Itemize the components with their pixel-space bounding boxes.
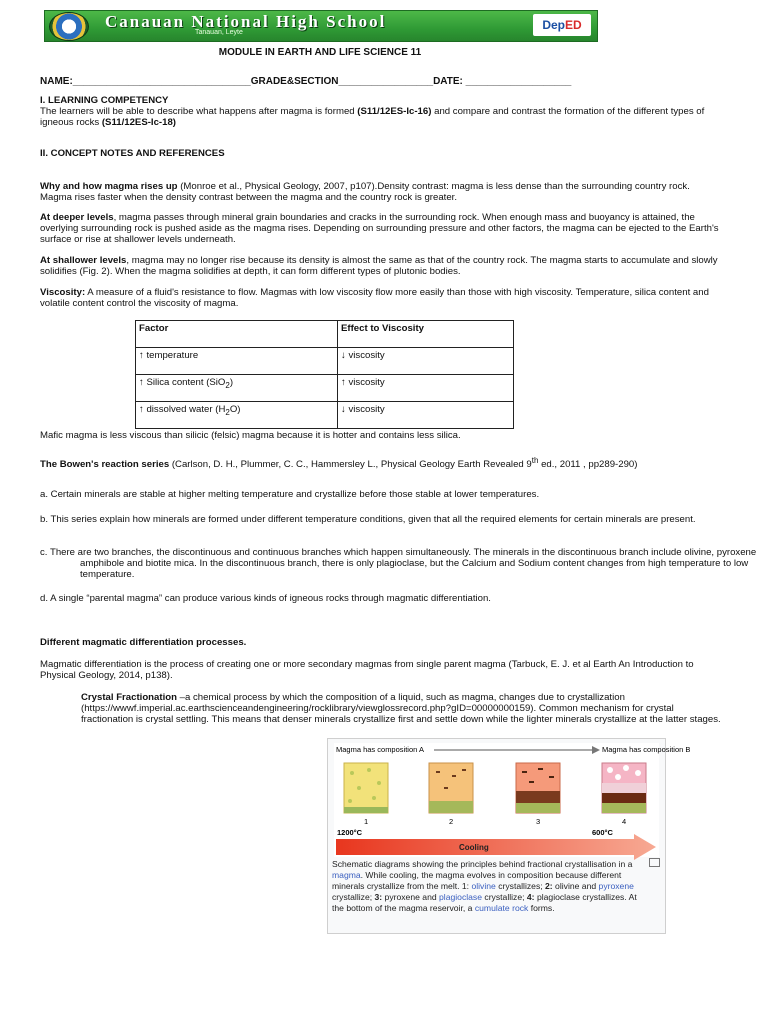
crystal-fractionation-paragraph: Crystal Fractionation –a chemical process by which the composition of a liquid, such as magma, changes due to crystallization (https://wwwf.imperial.ac.earthscienceandengineering/rocklibrary/viewglossrecord.php?gID=00000000159). Common mechanism for crystal fractionation is crystal settling. This means that denser minerals crystallize first and settle down while the lighter minerals crystallize at the latter stages.: [81, 692, 721, 725]
table-header-factor: Factor: [136, 321, 338, 348]
cooling-arrow-icon: [336, 834, 656, 860]
bowen-point-b: b. This series explain how minerals are formed under different temperature conditions, given that all the required elements for certain minerals are present.: [40, 514, 696, 525]
table-row: [136, 375, 514, 402]
fractional-crystallization-figure: [327, 738, 691, 934]
magma-rises-paragraph: Why and how magma rises up (Monroe et al., Physical Geology, 2007, p107).Density contrast: magma is less dense than the surrounding country rock. Magma rises faster when the density contrast between the magma and the country rock is greater.: [40, 181, 690, 203]
deped-logo: DepED: [533, 14, 591, 36]
label-composition-a: Magma has composition A: [336, 745, 424, 754]
learning-competency-text: The learners will be able to describe what happens after magma is formed (S11/12ES-Ic-16) and compare and contrast the formation of the different types of igneous rocks (S11/12ES-Ic-18): [40, 106, 705, 128]
temp-end-label: 600°C: [592, 828, 613, 837]
viscosity-table: [135, 320, 514, 429]
table-cell-effect: ↑ viscosity: [338, 375, 514, 402]
plagioclase-link[interactable]: plagioclase: [439, 892, 483, 902]
viscosity-paragraph: Viscosity: A measure of a fluid's resistance to flow. Magmas with low viscosity flow more easily than those with high viscosity. Temperature, silica content and volatile content control the viscosity of magma.: [40, 287, 709, 309]
table-cell-effect: ↓ viscosity: [338, 402, 514, 429]
table-cell-factor: ↑ Silica content (SiO$_2$): [136, 375, 338, 402]
temp-start-label: 1200°C: [337, 828, 363, 837]
school-name: Canauan National High School: [105, 12, 387, 31]
table-row: [136, 348, 514, 375]
deeper-levels-paragraph: At deeper levels, magma passes through mineral grain boundaries and cracks in the surrounding rock. When enough mass and buoyancy is attained, the overlying surrounding rock is pushed aside as the magma rises. Depending on surrounding pressure and other factors, the magma can be ejected to the Earth's surface or rise at shallower levels underneath.: [40, 212, 719, 245]
figure-caption: Schematic diagrams showing the principles behind fractional crystallisation in a magma. While cooling, the magma evolves in composition because different minerals crystallize from the melt. 1: olivine crystallizes; 2: olivine and pyroxene crystallize; 3: pyroxene and plagioclase crystallize; 4: plagioclase crystallizes. At the bottom of the magma reservoir, a cumulate rock forms.: [332, 859, 637, 913]
school-seal-icon: [49, 12, 89, 41]
bowen-series-paragraph: The Bowen's reaction series (Carlson, D. H., Plummer, C. C., Hammersley L., Physical Geology Earth Revealed 9th ed., 2011 , pp289-290): [40, 456, 638, 471]
stage-4-label: 4: [622, 817, 627, 826]
cooling-label: Cooling: [459, 843, 489, 852]
stage-2-label: 2: [449, 817, 454, 826]
stage-2-panel: [429, 763, 473, 813]
pyroxene-link[interactable]: pyroxene: [598, 881, 634, 891]
olivine-link[interactable]: olivine: [471, 881, 496, 891]
table-cell-factor: ↑ temperature: [136, 348, 338, 375]
module-title: MODULE IN EARTH AND LIFE SCIENCE 11: [218, 47, 422, 58]
school-banner: [44, 10, 598, 42]
shallower-levels-paragraph: At shallower levels, magma may no longer rise because its density is almost the same as that of the country rock. The magma starts to accumulate and slowly solidifies (Fig. 2). When the magma solidifies at depth, it can form different types of plutonic bodies.: [40, 255, 718, 277]
table-cell-effect: ↓ viscosity: [338, 348, 514, 375]
bowen-point-d: d. A single “parental magma” can produce various kinds of igneous rocks through magmatic differentiation.: [40, 593, 491, 604]
mafic-magma-note: Mafic magma is less viscous than silicic (felsic) magma because it is hotter and contains less silica.: [40, 430, 461, 441]
stage-3-label: 3: [536, 817, 541, 826]
differentiation-heading: Different magmatic differentiation processes.: [40, 637, 247, 648]
crystallization-diagram: [334, 743, 691, 857]
cumulate-rock-link[interactable]: cumulate rock: [474, 903, 529, 913]
student-info-line: NAME:________________________________GRADE&SECTION_________________DATE: ___________________: [40, 76, 572, 87]
table-row: [136, 402, 514, 429]
stage-1-label: 1: [364, 817, 369, 826]
expand-icon[interactable]: [649, 858, 660, 867]
bowen-point-a: a. Certain minerals are stable at higher melting temperature and crystallize before those stable at lower temperatures.: [40, 489, 540, 500]
table-header-effect: Effect to Viscosity: [338, 321, 514, 348]
table-header-row: [136, 321, 514, 348]
stage-1-panel: [344, 763, 388, 813]
concept-notes-heading: II. CONCEPT NOTES AND REFERENCES: [40, 148, 225, 159]
magma-link[interactable]: magma: [332, 870, 361, 880]
bowen-point-c: c. There are two branches, the discontinuous and continuous branches which happen simultaneously. The minerals in the discontinuous branch include olivine, pyroxene amphibole and biotite mica. In the discontinuous branch, there is only plagioclase, but the Calcium and Sodium content changes from high temperature to low temperature.: [40, 547, 757, 580]
label-composition-b: Magma has composition B: [602, 745, 691, 754]
stage-4-panel: [602, 763, 646, 813]
school-location: Tanauan, Leyte: [195, 29, 243, 36]
stage-3-panel: [516, 763, 560, 813]
learning-competency-heading: I. LEARNING COMPETENCY: [40, 95, 169, 106]
table-cell-factor: ↑ dissolved water $(H_2O)$: [136, 402, 338, 429]
differentiation-text: Magmatic differentiation is the process of creating one or more secondary magmas from single parent magma (Tarbuck, E. J. et al Earth An Introduction to Physical Geology, 2014, p138).: [40, 659, 694, 681]
